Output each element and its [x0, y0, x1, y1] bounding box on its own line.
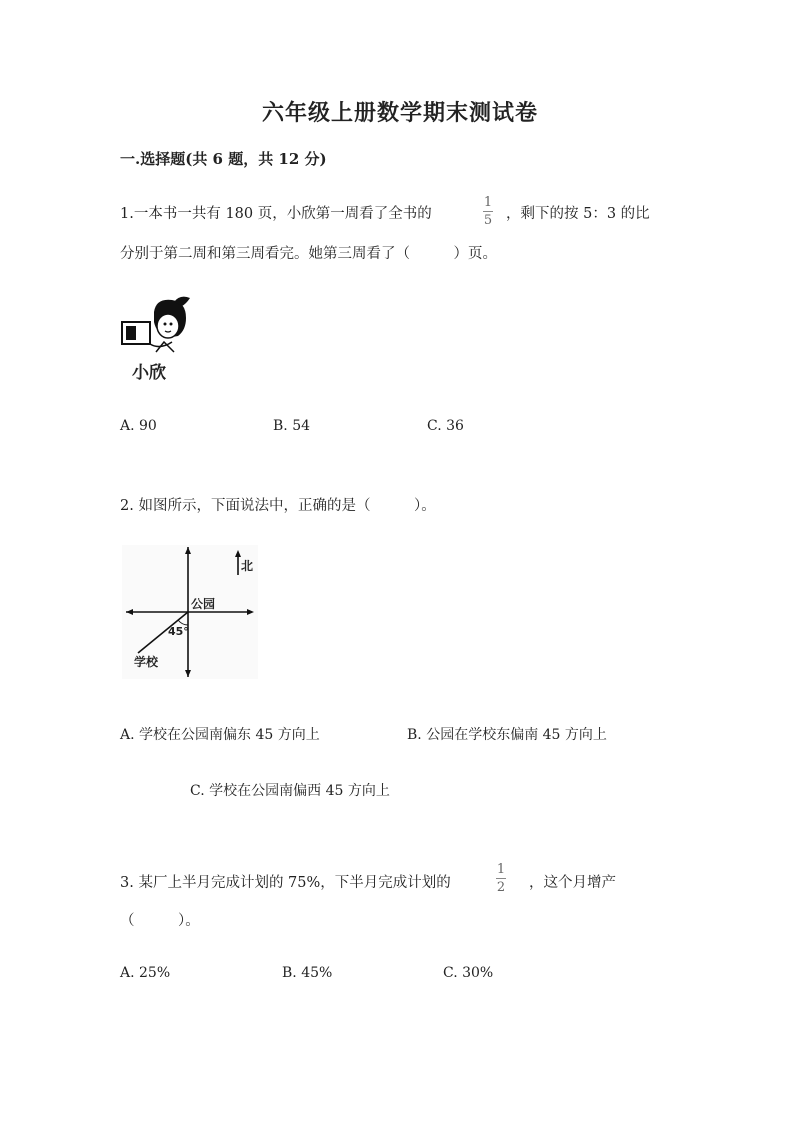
north-label: 北 — [241, 559, 254, 573]
q2-stem: 2. 如图所示，下面说法中，正确的是（ ）。 — [120, 498, 436, 514]
q3-line2: （ ）。 — [120, 913, 200, 929]
q1-fraction-numerator: 1 — [483, 195, 493, 210]
q3-line1-part-a: 3. 某厂上半月完成计划的 75%，下半月完成计划的 — [120, 875, 451, 891]
q2-option-c[interactable]: C. 学校在公园南偏西 45 方向上 — [190, 783, 390, 799]
q1-fraction — [483, 196, 493, 227]
school-label: 学校 — [134, 655, 159, 669]
girl-name-caption: 小欣 — [132, 363, 166, 383]
q1-line1-part-a: 1.一本书一共有 180 页，小欣第一周看了全书的 — [120, 206, 432, 222]
q3-option-a[interactable]: A. 25% — [120, 965, 171, 981]
q3-line1-part-b: ，这个月增产 — [529, 875, 616, 891]
q2-direction-diagram — [122, 545, 258, 679]
q3-option-b[interactable]: B. 45% — [282, 965, 333, 981]
q3-fraction-denominator: 2 — [496, 880, 506, 895]
q3-fraction — [496, 863, 506, 894]
q1-option-c[interactable]: C. 36 — [427, 418, 464, 434]
q1-option-a[interactable]: A. 90 — [120, 418, 157, 434]
page-title: 六年级上册数学期末测试卷 — [261, 100, 538, 126]
angle-label: 45° — [168, 625, 189, 638]
q2-option-a[interactable]: A. 学校在公园南偏东 45 方向上 — [120, 727, 320, 743]
q3-fraction-numerator: 1 — [496, 862, 506, 877]
q1-line1-part-b: ，剩下的按 5：3 的比 — [506, 206, 650, 222]
q2-option-b[interactable]: B. 公园在学校东偏南 45 方向上 — [407, 727, 607, 743]
q1-girl-reading-image — [116, 292, 196, 382]
q1-option-b[interactable]: B. 54 — [273, 418, 311, 434]
q1-line2: 分别于第二周和第三周看完。她第三周看了（ ）页。 — [120, 246, 497, 262]
park-label: 公园 — [191, 597, 216, 611]
q3-option-c[interactable]: C. 30% — [443, 965, 494, 981]
girl-reading-illustration — [116, 292, 196, 357]
section-heading: 一.选择题(共 6 题，共 12 分) — [120, 150, 327, 168]
q1-fraction-denominator: 5 — [483, 213, 493, 228]
